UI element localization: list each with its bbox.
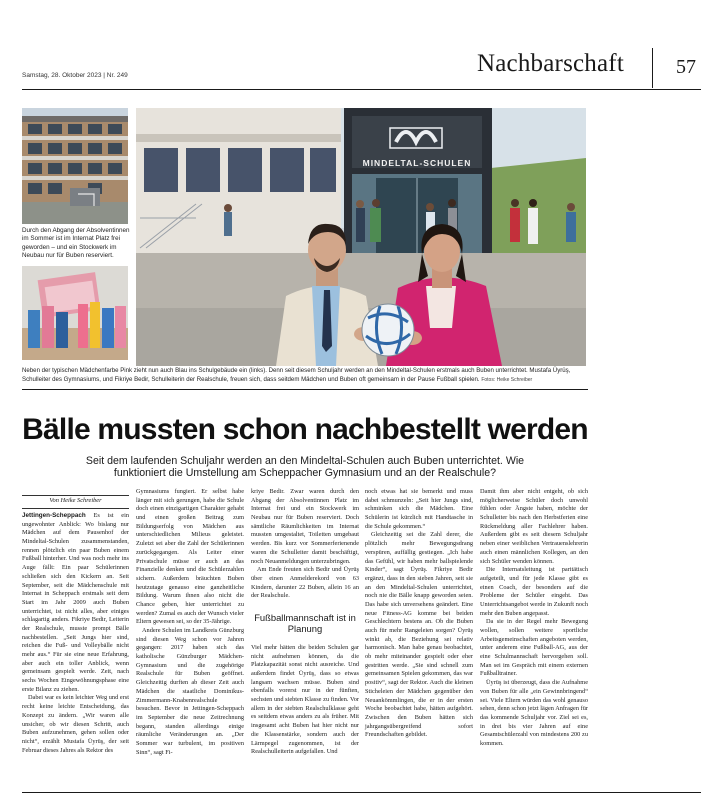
left-photo-caption: Durch den Abgang der Absolventinnen im Sommer ist im Internat Platz frei geworden – und ein Stockwerk im Neubau nur für Buben reserviert.	[22, 227, 130, 259]
article-column-3	[251, 488, 359, 757]
article-paragraph	[22, 512, 129, 694]
author-rule-bottom	[22, 508, 129, 509]
school-entrance-illustration	[136, 108, 586, 366]
article-column-2	[136, 488, 244, 757]
header-rule	[22, 89, 701, 90]
article-paragraph: Viel mehr hätten die beiden Schulen gar nicht aufnehmen können, da die Platzkapazität sonst nicht ausreiche. Und außerdem findet Üyrüş, dass so etwas langsam wachsen müsse. Buben sind ebenfalls vorerst nur in der fünften, sechsten und siebten Klasse zu finden. Vor allem in der siebten Realschulklasse geht es seitdem etwas anders zu als früher. Mit insgesamt acht Buben hat hier nicht nur die Klassenstärke, sondern auch der Lärmpegel zugenommen, ist der Realschulleiterin aufgefallen. Und	[251, 643, 359, 756]
main-caption-text: Neben der typischen Mädchenfarbe Pink zieht nun auch Blau ins Schulgebäude ein (links). Denn seit diesem Schuljahr werden an den Mindeltal-Schulen erstmals auch Buben unterrichtet. Mustafa Üyrüş, Schulleiter des Gymnasiums, und Fikriye Bedir, Schulleiterin der Realschule, freuen sich, dass seitdem Mädchen und Buben oft gemeinsam in der Pause Fußball spielen.	[22, 367, 571, 383]
issue-date-line: Samstag, 28. Oktober 2023 | Nr. 249	[22, 72, 128, 79]
article-paragraph: Am Ende freuten sich Bedir und Üyrüş über einen Anmelderekord von 63 Kindern, darunter 22 Buben, allein 16 an der Realschule.	[251, 566, 359, 600]
article-paragraph: Dabei war es kein leichter Weg und erst recht keine leichte Entscheidung, das Konzept zu ändern. „Wir waren alle unsicher, ob wir diesen Schritt, auch Buben aufzunehmen, gehen sollen oder nicht“, erzählt Mustafa Üyrüş, der seit Februar dieses Jahres als Rektor des	[22, 694, 129, 754]
article-paragraph: Gymnasiums fungiert. Er selbst habe länger mit sich gerungen, habe die Schule doch einen einzigartigen Charakter gehabt und einen großen Beitrag zum Bildungserfolg von Mädchen aus unterschiedlichen Milieus geleistet. Zuletzt sei aber die Zahl der Schülerinnen zurückgegangen. Als Leiter einer Privatschule müsse er auch an das Finanzielle denken und die Schülerzahlen sichern. Außerdem bräuchten Buben heutzutage genauso eine ganzheitliche Bildung. Warum ihnen also nicht die Chance geben, hier unterrichtet zu werden? Zumal es auch der Wunsch vieler Eltern gewesen sei, so der 35-Jährige.	[136, 488, 244, 626]
intermediate-heading: Fußballmannschaft ist in Planung	[254, 611, 356, 634]
boarding-building-illustration	[22, 108, 128, 224]
pink-blue-folders-illustration	[22, 266, 128, 360]
main-photo-caption	[22, 367, 588, 384]
main-photo	[136, 108, 586, 366]
section-title: Nachbarschaft	[477, 50, 624, 77]
article-headline: Bälle mussten schon nachbestellt werden	[22, 413, 588, 446]
article-subheadline: Seit dem laufenden Schuljahr werden an den Mindeltal-Schulen auch Buben unterrichtet. Wie funktioniert die Umstellung am Scheppacher Gymnasium und an der Realschule?	[85, 455, 525, 480]
paragraph-text: Es ist ein ungewohnter Anblick: Wo bislang nur Mädchen auf dem Pausenhof der Mindeltal-Schulen zusammenstanden, rennen plötzlich ein paar Buben einem Fußball hinterher. Und was noch mehr ins Auge fällt: Ein paar Schülerinnen schließen sich den Kickern an. Seit September, seit die Mädchenschule mit Internat in Scheppach erstmals seit dem Start im Jahr 2009 auch Buben unterrichtet, ist nicht alles, aber einiges schlagartig anders. Fikriye Bedir, Leiterin der Realschule, musste prompt Bälle nachbestellen. „Seit Jungs hier sind, reichen die Fuß- und Volleybälle nicht mehr aus.“ Für sie eine neue Erfahrung, aber auch ein toller Anblick, wenn gemeinsam gespielt werde. Zeit, nach sechs Wochen Eingewöhnungsphase eine erste Bilanz zu ziehen.	[22, 512, 129, 693]
article-column-1	[22, 512, 129, 755]
dateline: Jettingen-Scheppach	[22, 512, 86, 519]
article-paragraph: Andere Schulen im Landkreis Günzburg sind diesen Weg schon vor Jahren gegangen: 2017 haben sich das katholische Günzburger Mädchen-Gymnasium und die zugehörige Realschule für Buben geöffnet. Gleichzeitig durften ab dieser Zeit auch Mädchen die staatliche Dominikus-Zimmermann-Knabenrealschule besuchen. Bevor in Jettingen-Scheppach im September die neue Zeitrechnung begann, standen allerdings einige räumliche Veränderungen an. „Der Sommer war turbulent, im positiven Sinn“, sagt Fi-	[136, 627, 245, 756]
article-paragraph: Damit ihm aber nicht entgeht, ob sich möglicherweise Schüler doch unwohl fühlen oder Ängste haben, möchte der Schulleiter bis nach den Herbstferien eine Rückmeldung aller Fachlehrer haben. Außerdem gibt es seit diesem Schuljahr neben einer weiblichen Vertrauenslehrerin auch einen männlichen Kollegen, an den sich Schüler wenden können.	[480, 488, 588, 565]
footer-rule	[22, 792, 701, 793]
article-paragraph: Üyrüş ist überzeugt, dass die Aufnahme von Buben für alle „ein Gewinnbringend“ sei. Viele Eltern würden das wohl genauso sehen, denn schon jetzt lägen Anfragen für das kommende Schuljahr vor. Ziel sei es, in drei bis vier Jahren auf eine Gesamtschülerzahl von mindestens 200 zu kommen.	[480, 679, 588, 747]
article-column-4	[365, 488, 473, 740]
author-byline: Von Heike Schreiber	[49, 497, 102, 504]
photo-credit: Fotos: Heike Schreiber	[481, 376, 533, 383]
header-divider	[652, 48, 653, 88]
article-paragraph: Da sie in der Regel mehr Bewegung wollen, sollen weitere sportliche Arbeitsgemeinschaften angeboten werden, unter anderem eine Fußball-AG, aus der eine Schulmannschaft hervorgehen soll. Man sei im Gespräch mit einem externen Fußballtrainer.	[480, 618, 588, 678]
article-paragraph: noch etwas hat sie bemerkt und muss dabei schmunzeln: „Seit hier Jungs sind, schminken sich die Mädchen. Eine Schülerin ist kürzlich mit Handtasche in die Schule gekommen.“	[365, 488, 473, 530]
article-paragraph: kriye Bedir. Zwar waren durch den Abgang der Absolventinnen Platz im Internat frei und ein Stockwerk im Neubau nur für Buben reserviert. Doch sämtliche Räumlichkeiten im Internat mussten umgestaltet, Toiletten umgebaut werden. Bis kurz vor Sommerferienende waren die Schulleiter damit beschäftigt, noch Neuanmeldungen unterzubringen.	[251, 488, 359, 565]
school-sign: MINDELTAL-SCHULEN	[362, 158, 472, 168]
caption-rule	[22, 389, 588, 390]
folders-photo	[22, 266, 128, 360]
article-paragraph: Gleichzeitig sei die Zahl derer, die plötzlich mehr Bewegungsdrang verspüren, auffällig gestiegen. „Ich habe das Gefühl, wir haben mehr ballspielende Kinder“, sagt Üyrüş. Fikriye Bedir ergänzt, dass in den sieben Jahren, seit sie an den Mindeltal-Schulen unterrichtet, noch nie die Bälle knapp geworden seien. Das habe sich unversehens geändert. Eine neue Fitness-AG komme bei beiden Geschlechtern bestens an. Ob die Buben auch für mehr Rangeleien sorgen? Üyrüş winkt ab, die Beziehung sei relativ harmonisch. Man habe genau beobachtet, ob mehr miteinander gespielt oder eher gestritten werde. „Sie sind schnell zum gemeinsamen Spielen gekommen, das war positiv“, sagt der Rektor. Auch die kleinen Sticheleien der Mädchen gegenüber den Neuankömmlingen, die er in der ersten Woche beobachtet habe, hätten aufgehört. Zwischen den Buben hätten sich jahrgangsübergreifend sofort Freundschaften gebildet.	[365, 531, 473, 739]
article-column-5	[480, 488, 588, 749]
boarding-building-photo	[22, 108, 128, 224]
article-paragraph: Die Internatsleitung ist paritätisch aufgeteilt, und für jede Klasse gibt es einen Coach, der besonders auf die Probleme der Schüler eingeht. Das Unterrichtsangebot werde in Zukunft noch mehr den Buben angepasst.	[480, 566, 588, 617]
page-number: 57	[676, 56, 696, 78]
author-rule-top	[22, 495, 129, 496]
